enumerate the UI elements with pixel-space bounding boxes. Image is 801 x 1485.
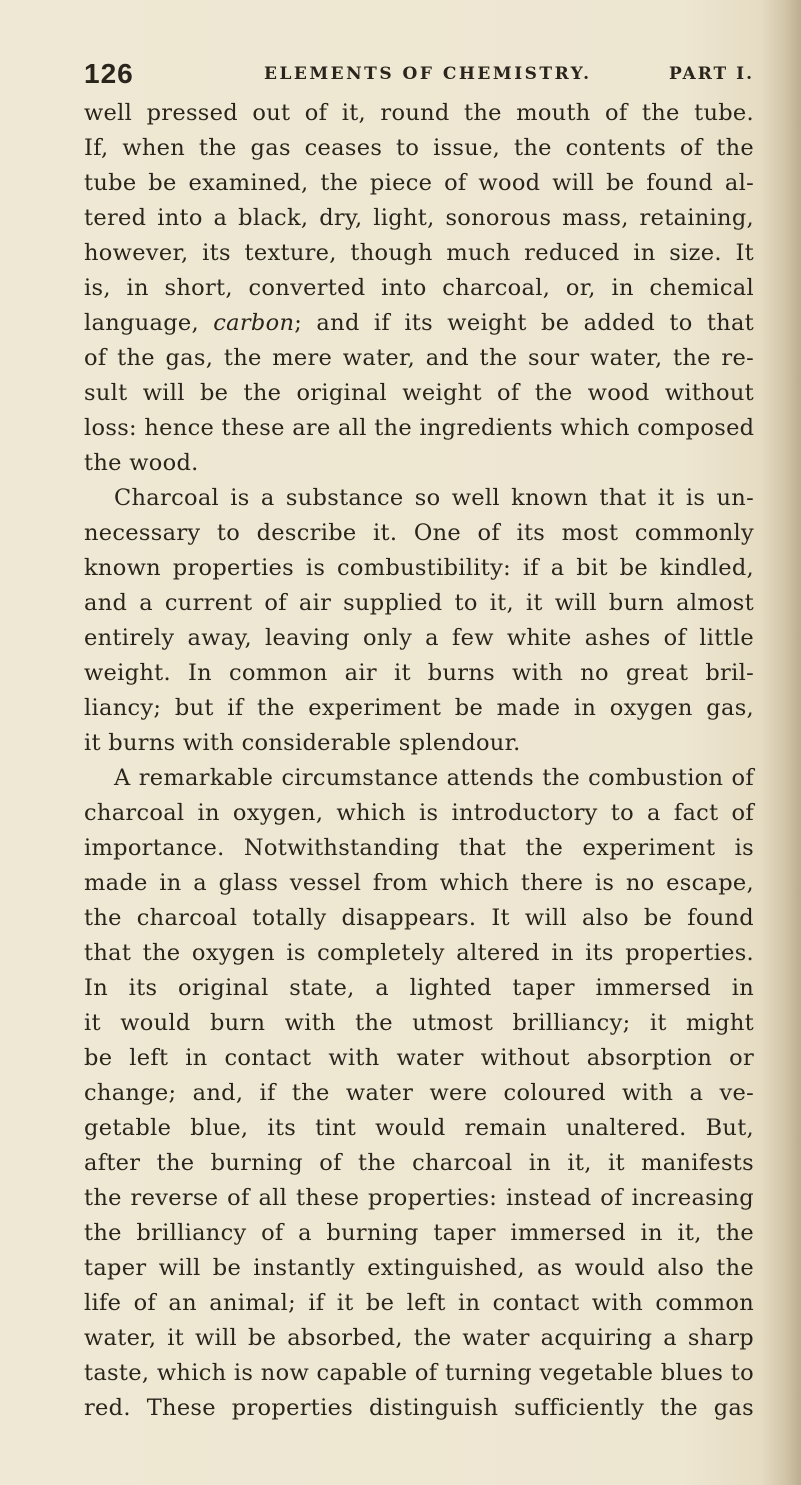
- text-line: however, its texture, though much reduced in size. It: [84, 240, 754, 266]
- running-header: [84, 54, 754, 94]
- page-number: 126: [84, 58, 134, 89]
- text-line: sult will be the original weight of the wood without: [84, 380, 754, 406]
- page-edge-shadow: [761, 0, 801, 1485]
- text-line: Charcoal is a substance so well known that it is un-: [114, 485, 754, 511]
- text-line: entirely away, leaving only a few white ashes of little: [84, 625, 754, 651]
- text-line: is, in short, converted into charcoal, or, in chemical: [84, 275, 754, 301]
- text-line: water, it will be absorbed, the water acquiring a sharp: [84, 1325, 754, 1351]
- text-line: tered into a black, dry, light, sonorous mass, retaining,: [84, 205, 754, 231]
- text-line: that the oxygen is completely altered in its properties.: [84, 940, 754, 966]
- part-label: PART I.: [668, 64, 754, 84]
- text-line: the charcoal totally disappears. It will also be found: [84, 905, 754, 931]
- text-line: life of an animal; if it be left in contact with common: [84, 1290, 754, 1316]
- text-line: taper will be instantly extinguished, as would also the: [84, 1255, 754, 1281]
- text-line: weight. In common air it burns with no great bril-: [84, 660, 754, 686]
- text-line: If, when the gas ceases to issue, the contents of the: [84, 135, 754, 161]
- text-line: be left in contact with water without absorption or: [84, 1045, 754, 1071]
- text-line: known properties is combustibility: if a bit be kindled,: [84, 555, 754, 581]
- text-line: In its original state, a lighted taper immersed in: [84, 975, 754, 1001]
- text-line: well pressed out of it, round the mouth of the tube.: [84, 100, 754, 126]
- text-line: it burns with considerable splendour.: [84, 730, 521, 756]
- text-line: A remarkable circumstance attends the combustion of: [114, 765, 754, 791]
- text-line: of the gas, the mere water, and the sour water, the re-: [84, 345, 754, 371]
- running-title: ELEMENTS OF CHEMISTRY.: [264, 64, 592, 84]
- text-line: charcoal in oxygen, which is introductory to a fact of: [84, 800, 754, 826]
- text-line: taste, which is now capable of turning vegetable blues to: [84, 1360, 754, 1386]
- text-line: made in a glass vessel from which there is no escape,: [84, 870, 754, 896]
- text-line: getable blue, its tint would remain unaltered. But,: [84, 1115, 754, 1141]
- text-line: the brilliancy of a burning taper immersed in it, the: [84, 1220, 754, 1246]
- text-line: the reverse of all these properties: instead of increasing: [84, 1185, 754, 1211]
- text-line: change; and, if the water were coloured with a ve-: [84, 1080, 754, 1106]
- text-line: it would burn with the utmost brilliancy; it might: [84, 1010, 754, 1036]
- text-line: tube be examined, the piece of wood will be found al-: [84, 170, 754, 196]
- text-line: and a current of air supplied to it, it will burn almost: [84, 590, 754, 616]
- text-line: necessary to describe it. One of its most commonly: [84, 520, 754, 546]
- body-text: [84, 96, 754, 1426]
- text-line: red. These properties distinguish sufficiently the gas: [84, 1395, 754, 1421]
- text-line: the wood.: [84, 450, 199, 476]
- text-line: loss: hence these are all the ingredients which composed: [84, 415, 755, 441]
- text-line: importance. Notwithstanding that the experiment is: [84, 835, 754, 861]
- text-line: liancy; but if the experiment be made in oxygen gas,: [84, 695, 754, 721]
- text-line: after the burning of the charcoal in it, it manifests: [84, 1150, 754, 1176]
- text-line: language, carbon; and if its weight be added to that: [84, 310, 755, 336]
